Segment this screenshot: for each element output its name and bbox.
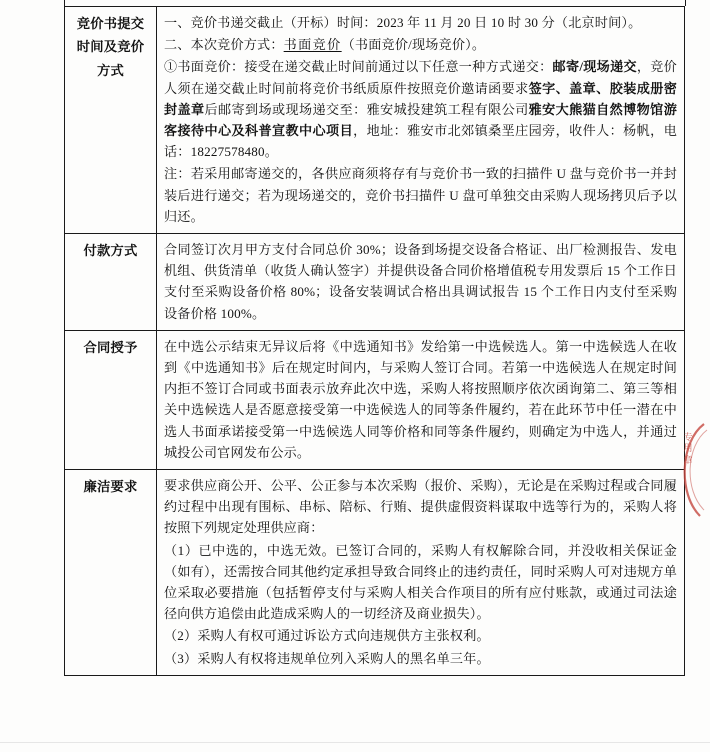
seal-label: 专用章 bbox=[683, 432, 693, 465]
bid-method-value: 书面竞价 bbox=[283, 37, 342, 53]
table-row bbox=[65, 470, 685, 676]
bid-terms-table bbox=[64, 6, 685, 676]
table-row bbox=[65, 330, 685, 469]
project-name: 雅安大熊猫自然博物馆游客接待中心及科普宣教中心项目 bbox=[164, 101, 677, 139]
bid-method-suffix: （书面竞价/现场竞价）。 bbox=[341, 37, 486, 53]
row-label-contract-award: 合同授予 bbox=[65, 330, 157, 469]
paragraph-contract-award: 在中选公示结束无异议后将《中选通知书》发给第一中选候选人。第一中选候选人在收到《中选通知书》后在规定时间内，与采购人签订合同。若第一中选候选人在规定时间内拒不签订合同或书面表示放弃此次中选，采购人将按照顺序依次函询第二、第三等相关中选候选人是否愿意接受第一中选候选人的同等条件履约，若在此环节中任一潜在中选人书面承诺接受第一中选候选人同等价格和同等条件履约，则确定为中选人，并通过城投公司官网发布公示。 bbox=[164, 338, 677, 460]
row-content-submission bbox=[157, 7, 685, 234]
delivery-methods: 邮寄/现场递交 bbox=[552, 59, 637, 75]
paragraph-deadline: 一、竞价书递交截止（开标）时间：2023 年 11 月 20 日 10 时 30 分（北京时间）。 bbox=[164, 15, 642, 30]
row-content-payment bbox=[157, 234, 685, 331]
row-label-integrity: 廉洁要求 bbox=[65, 470, 157, 676]
table-row bbox=[65, 7, 685, 234]
paragraph-integrity-1: （1）已中选的，中选无效。已签订合同的，采购人有权解除合同，并没收相关保证金（如有），还需按合同其他约定承担导致合同终止的违约责任，同时采购人可对违规方单位采取必要措施（包括暂停支付与采购人相关合作项目的所有应付账款，或通过司法途径向供方追偿由此造成采购人的一切经济及商业损失）。 bbox=[164, 542, 677, 622]
paragraph-integrity-3: （3）采购人有权将违规单位列入采购人的黑名单三年。 bbox=[164, 650, 490, 666]
paragraph-note: 注：若采用邮寄递交的，各供应商须将存有与竞价书一致的扫描件 U 盘与竞价书一并封装后进行递交；若为现场递交的，竞价书扫描件 U 盘可单独交由采购人现场拷贝后予以归还。 bbox=[164, 166, 677, 224]
paragraph-integrity-2: （2）采购人有权可通过诉讼方式向违规供方主张权利。 bbox=[164, 628, 490, 644]
paragraph-payment-terms: 合同签订次月甲方支付合同总价 30%；设备到场提交设备合格证、出厂检测报告、发电机组、供货清单（收货人确认签字）并提供设备合同价格增值税专用发票后 15 个工作日支付至采购设备价格 80%；设备安装调试合格出具调试报告 15 个工作日内支付至采购设备价格 100%。 bbox=[164, 242, 677, 321]
page-bottom-rule bbox=[0, 742, 710, 743]
row-content-integrity bbox=[157, 470, 685, 676]
table-row bbox=[65, 234, 685, 331]
bid-method-prefix: 二、本次竞价方式： bbox=[164, 37, 284, 53]
row-label-submission: 竞价书提交 时间及竞价 方式 bbox=[65, 7, 157, 234]
row-label-payment: 付款方式 bbox=[65, 234, 157, 331]
paragraph-bid-method bbox=[164, 34, 677, 55]
row-content-contract-award bbox=[157, 330, 685, 469]
paragraph-integrity-intro: 要求供应商公开、公平、公正参与本次采购（报价、采购），无论是在采购过程或合同履约过程中出现有围标、串标、陪标、行贿、提供虚假资料谋取中选等行为的，采购人将按照下列规定处理供应商： bbox=[164, 478, 677, 536]
binding-requirements: 签字、盖章、胶装成册密封盖章 bbox=[164, 80, 678, 117]
paragraph-written-bid: ①书面竞价：接受在递交截止时间前通过以下任意一种方式递交：邮寄/现场递交，竞价人须在递交截止时间前将竞价书纸质原件按照竞价邀请函要求签字、盖章、胶装成册密封盖章后邮寄到场或现场递交至：雅安城投建筑工程有限公司雅安大熊猫自然博物馆游客接待中心及科普宣教中心项目，地址：雅安市北郊镇桑垩庄园旁，收件人：杨帆，电话：18227578480。 bbox=[164, 59, 678, 160]
